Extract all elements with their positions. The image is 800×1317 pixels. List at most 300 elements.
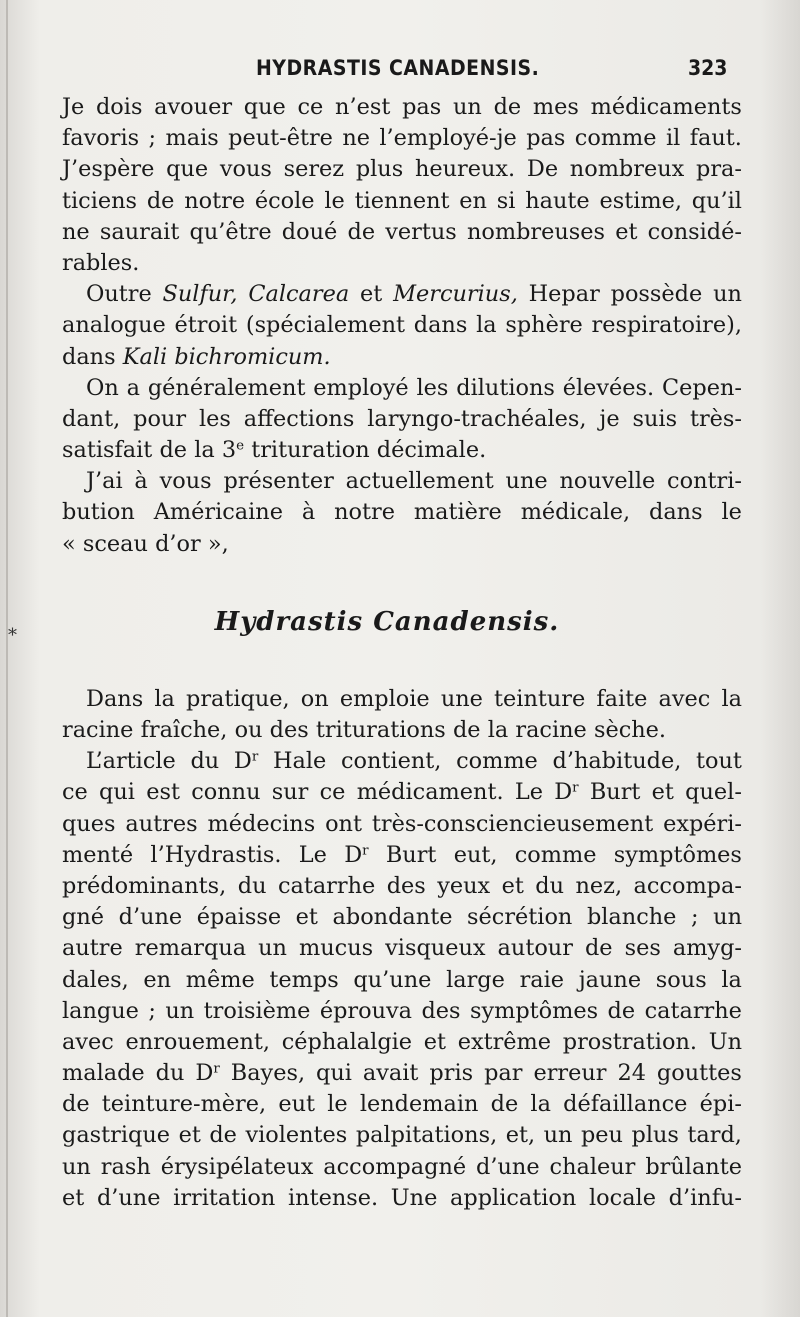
- word: accompagné: [323, 1153, 467, 1180]
- word: Calcarea: [248, 281, 350, 308]
- word: analogue: [62, 312, 166, 339]
- word: emploie: [339, 685, 430, 712]
- word: ;: [148, 125, 157, 152]
- word: enrouement,: [125, 1028, 271, 1055]
- word: pas: [402, 94, 442, 120]
- text-line-rich: [62, 777, 742, 808]
- word: Hepar: [528, 281, 600, 308]
- word: comme: [574, 125, 657, 152]
- word: peu: [580, 1122, 623, 1149]
- word: affections: [243, 405, 355, 432]
- word: ;: [691, 904, 699, 931]
- text-line: [62, 1120, 742, 1151]
- word: Dans: [86, 685, 144, 712]
- word: de: [607, 997, 636, 1024]
- word: éprouva: [319, 997, 412, 1024]
- text-line: [62, 466, 742, 497]
- word: satisfait: [62, 437, 153, 464]
- word: un: [165, 997, 195, 1024]
- text-line: [62, 1089, 742, 1120]
- word: qu’il: [691, 187, 742, 214]
- word: médicaments: [590, 94, 742, 120]
- word: tard,: [687, 1122, 742, 1149]
- word: blanche: [586, 904, 677, 931]
- word: notre: [184, 187, 246, 214]
- word: connu: [191, 779, 261, 806]
- word: On: [86, 374, 119, 401]
- word: et: [295, 904, 318, 931]
- word: estime,: [599, 187, 682, 214]
- word: des: [386, 872, 426, 899]
- word: nouvelle: [559, 468, 656, 495]
- word: et: [615, 218, 638, 245]
- word: vous: [219, 156, 272, 183]
- word: du: [237, 872, 267, 899]
- word: il: [665, 125, 681, 152]
- word: yeux: [437, 872, 491, 899]
- word: plus: [355, 156, 404, 183]
- word: J’ai: [86, 468, 123, 495]
- word: dois: [95, 94, 143, 120]
- word: un: [713, 904, 742, 931]
- word: remarqua: [134, 935, 247, 962]
- word: qui: [316, 1060, 352, 1087]
- word: prostration.: [562, 1028, 697, 1055]
- word: suis: [632, 405, 678, 432]
- text-line: [62, 1183, 742, 1214]
- text-line: [62, 404, 742, 435]
- word: en: [143, 966, 172, 993]
- word: Mercurius,: [393, 281, 518, 308]
- word: 24: [617, 1060, 646, 1087]
- word: $D^r$: [344, 841, 369, 868]
- word: de: [62, 1091, 90, 1118]
- word: que: [243, 94, 286, 120]
- text-line: [62, 248, 742, 279]
- word: et,: [505, 1122, 536, 1149]
- word: très-consciencieusement: [371, 810, 654, 837]
- word: l’employé-je: [379, 125, 517, 152]
- word: le: [721, 499, 742, 526]
- word: eut,: [453, 841, 498, 868]
- word: contri-: [667, 468, 742, 495]
- word: épi-: [699, 1091, 742, 1118]
- word: De: [526, 156, 559, 183]
- word: tout: [696, 748, 742, 775]
- word: Outre: [86, 281, 152, 308]
- word: dales,: [62, 966, 129, 993]
- word: et: [501, 872, 524, 899]
- text-line-rich: [62, 279, 742, 310]
- word: ;: [148, 997, 156, 1024]
- text-line-rich: [62, 342, 742, 373]
- word: médecins: [207, 810, 316, 837]
- word: dans: [649, 499, 703, 526]
- word: l’Hydrastis.: [150, 841, 282, 868]
- word: possède: [610, 281, 703, 308]
- word: par: [484, 1060, 523, 1087]
- margin-mark: *: [8, 625, 17, 646]
- word: épaisse: [196, 904, 282, 931]
- word: une: [440, 685, 483, 712]
- word: nombreuses: [466, 218, 606, 245]
- text-line: [62, 154, 742, 185]
- word: amyg-: [672, 935, 742, 962]
- word: catarrhe: [644, 997, 742, 1024]
- word: rables.: [62, 249, 140, 276]
- text-line: [62, 92, 742, 123]
- word: 3e: [221, 437, 245, 464]
- page-number: 323: [688, 56, 728, 80]
- word: pra-: [695, 156, 742, 183]
- word: avec: [658, 685, 711, 712]
- text-line: [62, 809, 742, 840]
- word: sceau: [82, 530, 148, 557]
- heading-text: Hydrastis Canadensis.: [214, 606, 560, 637]
- word: généralement: [147, 374, 306, 401]
- word: un: [713, 281, 742, 308]
- word: expéri-: [663, 810, 742, 837]
- word: faite: [596, 685, 648, 712]
- word: ses: [624, 935, 661, 962]
- word: d’or: [155, 530, 201, 557]
- word: un: [62, 1153, 91, 1180]
- word: prédominants,: [62, 872, 227, 899]
- word: eut: [278, 1091, 315, 1118]
- word: lendemain: [359, 1091, 479, 1118]
- word: peut-être: [228, 125, 333, 152]
- word: dans: [62, 343, 116, 370]
- word: qu’une: [353, 966, 432, 993]
- word: en: [459, 187, 487, 214]
- word: est: [146, 779, 180, 806]
- word: gastrique: [62, 1122, 171, 1149]
- text-line: [62, 529, 742, 560]
- word: autour: [497, 935, 573, 962]
- word: accompa-: [633, 872, 742, 899]
- word: trituration: [251, 437, 370, 464]
- word: le: [324, 187, 345, 214]
- word: ne: [342, 125, 370, 152]
- word: mais: [165, 125, 219, 152]
- word: dilutions: [456, 374, 555, 401]
- word: intense.: [288, 1184, 379, 1211]
- word: de: [159, 437, 188, 464]
- word: et: [62, 1184, 85, 1211]
- word: de: [490, 1091, 519, 1118]
- text-line: [62, 373, 742, 404]
- word: à: [301, 499, 316, 526]
- word: menté: [62, 841, 134, 868]
- word: large: [446, 966, 505, 993]
- word: faut.: [689, 125, 742, 152]
- word: extrême: [457, 1028, 552, 1055]
- word: heureux.: [414, 156, 516, 183]
- word: vous: [159, 468, 212, 495]
- word: considé-: [647, 218, 742, 245]
- text-line: [62, 497, 742, 528]
- word: pris: [429, 1060, 474, 1087]
- word: notre: [334, 499, 395, 526]
- word: nombreux: [569, 156, 685, 183]
- word: de: [209, 1122, 237, 1149]
- text-line: [62, 871, 742, 902]
- word: étroit: [174, 312, 238, 339]
- word: teinture: [494, 685, 586, 712]
- word: tiennent: [354, 187, 450, 214]
- word: mes: [532, 94, 579, 120]
- word: Burt: [589, 779, 641, 806]
- word: comme: [456, 748, 538, 775]
- word: ce: [297, 94, 324, 120]
- word: qu’être: [189, 218, 272, 245]
- word: le: [327, 1091, 348, 1118]
- word: avouer: [154, 94, 233, 120]
- word: présenter: [223, 468, 334, 495]
- text-line-rich: [62, 1058, 742, 1089]
- word: quel-: [685, 779, 742, 806]
- word: respiratoire),: [591, 312, 742, 339]
- word: visqueux: [385, 935, 486, 962]
- word: serez: [283, 156, 345, 183]
- word: triturations: [315, 717, 446, 743]
- word: $D^r$: [233, 748, 259, 775]
- running-title: HYDRASTIS CANADENSIS.: [256, 56, 540, 80]
- text-line: [62, 217, 742, 248]
- word: même: [185, 966, 255, 993]
- word: du: [535, 872, 565, 899]
- word: la: [476, 312, 497, 339]
- word: $D^r$: [195, 1060, 220, 1087]
- word: défaillance: [563, 1091, 688, 1118]
- word: Burt: [385, 841, 437, 868]
- word: qui: [99, 779, 135, 806]
- word: «: [62, 530, 76, 557]
- word: racine: [515, 717, 587, 743]
- word: et: [360, 281, 383, 308]
- word: teinture-mère,: [101, 1091, 267, 1118]
- word: haute: [525, 187, 590, 214]
- word: décimale.: [376, 437, 487, 464]
- word: élevées.: [562, 374, 655, 401]
- word: abondante: [332, 904, 453, 931]
- word: Le: [514, 779, 543, 806]
- word: de: [452, 717, 481, 743]
- word: avec: [62, 1028, 114, 1055]
- word: gouttes: [656, 1060, 742, 1087]
- word: des: [421, 997, 461, 1024]
- word: pas: [526, 125, 566, 152]
- running-head: [0, 52, 800, 92]
- word: doué: [281, 218, 338, 245]
- word: J’espère: [62, 156, 155, 183]
- word: ne: [62, 218, 90, 245]
- word: application: [450, 1184, 577, 1211]
- word: école: [254, 187, 315, 214]
- word: céphalalgie: [281, 1028, 413, 1055]
- word: de: [146, 187, 175, 214]
- word: matière: [413, 499, 502, 526]
- word: la: [194, 437, 215, 464]
- word: une: [505, 468, 548, 495]
- word: troisième: [203, 997, 311, 1024]
- word: que: [166, 156, 209, 183]
- word: laryngo-trachéales,: [367, 405, 587, 432]
- word: brûlante: [645, 1153, 742, 1180]
- word: Américaine: [153, 499, 283, 526]
- word: plus: [631, 1122, 679, 1149]
- word: autres: [125, 810, 198, 837]
- word: médicament.: [356, 779, 504, 806]
- word: d’infu-: [668, 1184, 742, 1211]
- word: un: [258, 935, 287, 962]
- word: contient,: [340, 748, 442, 775]
- word: sur: [271, 779, 309, 806]
- word: (spécialement: [245, 312, 406, 339]
- word: de: [493, 94, 522, 120]
- word: sphère: [505, 312, 583, 339]
- word: un: [452, 94, 482, 120]
- word: Sulfur,: [162, 281, 238, 308]
- word: malade: [62, 1060, 145, 1087]
- text-line: [62, 310, 742, 341]
- word: $D^r$: [554, 779, 579, 806]
- word: palpitations,: [355, 1122, 498, 1149]
- word: gné: [62, 904, 105, 931]
- word: un: [543, 1122, 573, 1149]
- text-line: [62, 933, 742, 964]
- text-line: [62, 186, 742, 217]
- word: on: [300, 685, 329, 712]
- word: irritation: [173, 1184, 276, 1211]
- word: ce: [319, 779, 346, 806]
- word: bichromicum.: [174, 343, 331, 370]
- word: n’est: [335, 94, 391, 120]
- word: la: [530, 1091, 551, 1118]
- word: et: [651, 779, 674, 806]
- word: ques: [62, 810, 116, 837]
- word: a: [126, 374, 140, 401]
- word: Hale: [273, 748, 327, 775]
- word: racine: [62, 717, 134, 743]
- text-line: [62, 684, 742, 715]
- word: et: [178, 1122, 201, 1149]
- word: catarrhe: [277, 872, 376, 899]
- word: Le: [298, 841, 327, 868]
- word: rash: [100, 1153, 151, 1180]
- word: les: [416, 374, 449, 401]
- word: la: [721, 966, 742, 993]
- word: à: [134, 468, 148, 495]
- word: langue: [62, 997, 139, 1024]
- word: Kali: [122, 343, 168, 370]
- text-line: [62, 1152, 742, 1183]
- word: les: [198, 405, 231, 432]
- word: actuellement: [345, 468, 494, 495]
- word: Un: [708, 1028, 742, 1055]
- word: sous: [655, 966, 707, 993]
- word: employé: [313, 374, 409, 401]
- word: pratique,: [185, 685, 290, 712]
- word: »,: [207, 530, 229, 557]
- word: avait: [362, 1060, 419, 1087]
- word: temps: [269, 966, 339, 993]
- word: bution: [62, 499, 135, 526]
- word: très-: [689, 405, 742, 432]
- word: du: [155, 1060, 185, 1087]
- word: erreur: [533, 1060, 607, 1087]
- word: fraîche,: [140, 717, 228, 743]
- word: la: [154, 685, 175, 712]
- binding-shadow: [6, 0, 8, 1317]
- word: et: [423, 1028, 447, 1055]
- word: Cepen-: [662, 374, 742, 401]
- word: sécrétion: [467, 904, 573, 931]
- word: jaune: [578, 966, 642, 993]
- word: érysipélateux: [160, 1153, 314, 1180]
- word: raie: [519, 966, 565, 993]
- word: autre: [62, 935, 123, 962]
- word: ce: [62, 779, 88, 806]
- word: d’une: [96, 1184, 161, 1211]
- word: Une: [390, 1184, 438, 1211]
- word: ont: [325, 810, 362, 837]
- section-heading: [62, 560, 742, 684]
- word: Bayes,: [230, 1060, 306, 1087]
- body-text: [62, 92, 742, 1214]
- text-line: [62, 715, 742, 746]
- word: de: [584, 935, 613, 962]
- word: symptômes: [613, 841, 742, 868]
- word: ticiens: [62, 187, 138, 214]
- word: symptômes: [469, 997, 599, 1024]
- text-line: [62, 965, 742, 996]
- word: de: [347, 218, 376, 245]
- word: je: [599, 405, 620, 432]
- word: la: [721, 685, 742, 712]
- word: d’une: [118, 904, 183, 931]
- text-line: [62, 996, 742, 1027]
- text-line-rich: [62, 840, 742, 871]
- word: pour: [133, 405, 187, 432]
- text-line: [62, 123, 742, 154]
- word: médicale,: [520, 499, 631, 526]
- word: mucus: [299, 935, 374, 962]
- text-line-rich: [62, 746, 742, 777]
- word: saurait: [99, 218, 180, 245]
- word: d’une: [476, 1153, 540, 1180]
- word: ou: [234, 717, 263, 743]
- text-line-rich: [62, 435, 742, 466]
- word: L’article: [86, 748, 176, 775]
- text-line: [62, 902, 742, 933]
- word: dant,: [62, 405, 121, 432]
- word: violentes: [245, 1122, 348, 1149]
- word: la: [487, 717, 509, 743]
- word: locale: [589, 1184, 656, 1211]
- word: d’habitude,: [552, 748, 682, 775]
- word: Je: [62, 94, 85, 120]
- word: si: [496, 187, 516, 214]
- word: chaleur: [549, 1153, 636, 1180]
- word: favoris: [62, 125, 140, 152]
- word: sèche.: [593, 717, 667, 743]
- word: nez,: [575, 872, 623, 899]
- word: du: [190, 748, 220, 775]
- word: vertus: [385, 218, 457, 245]
- word: des: [269, 717, 309, 743]
- text-line: [62, 1027, 742, 1058]
